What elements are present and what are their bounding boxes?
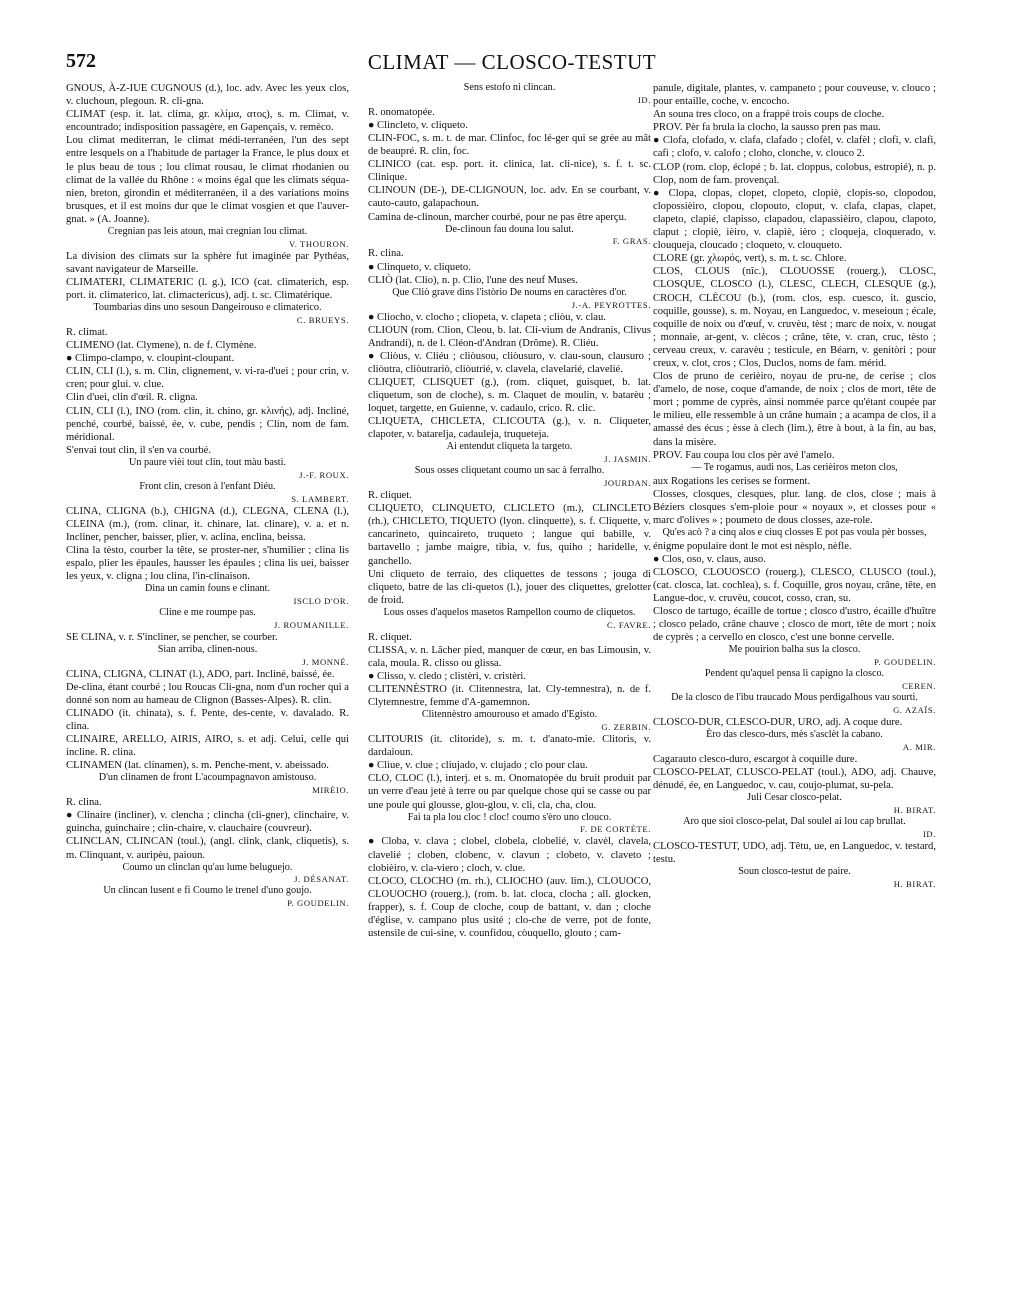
dictionary-entry: CLORE (gr. χλωρός, vert), s. m. t. sc. Chlore. <box>653 253 847 265</box>
dictionary-entry: CLISSA, v. n. Lâcher pied, manquer de cœur, en bas Limousin, v. cala, moula. R. clisso ou glissa. <box>368 644 651 669</box>
dictionary-entry: CLOP (rom. clop, éclopé ; b. lat. cloppus, colobus, estropié), n. p. Clop, nom de fam. provençal. <box>653 161 936 186</box>
quotation: Cline e me roumpe pas. <box>159 606 256 618</box>
dictionary-entry: CLINOUN (DE-), DE-CLIGNOUN, loc. adv. En se courbant, v. cauto-cauto, galapachoun. <box>368 185 651 210</box>
dictionary-entry: CLOS, CLOUS (nîc.), CLOUOSSE (rouerg.), CLOSC, CLOSQUE, CLOSCO (l.), CLESC, CLECH, CLESQUE (g.), CROCH, CLÈCOU (b.), (rom. clos, esp. cuesco, it. guscio, coquille, gousse), s. m. Noyau, en Languedoc, v. meseioun ; écale, coquille de noix ou d'œuf, v. cruvèu, tèst ; marc de noix, v. nougat ; monnaie, ar-gent, v. clècos ; crâne, tête, v. cran, cruc, tèsto ; cerveau creux, v. caravèu ; testicule, en Béarn, v. genitòri ; pour creux, v. clot, cros ; Clos, Duclos, noms de fam. mérid. <box>653 266 936 369</box>
quotation: Un clincan lusent e fi Coumo le trenel d'uno goujo. <box>103 885 312 897</box>
quotation: D'un clinamen de front L'acoumpagnavon amistouso. <box>98 772 317 784</box>
dictionary-entry: CLOSCO-TESTUT, UDO, adj. Têtu, ue, en Languedoc, v. testard, testu. <box>653 840 936 865</box>
quotation: Juli Cesar closco-pelat. <box>747 792 842 803</box>
dictionary-entry: R. onomatopée. <box>368 106 435 118</box>
dictionary-entry: CLIMAT (esp. it. lat. clima, gr. κλίμα, ατος), s. m. Climat, v. encountrado; indisposition passagère, en Gapençais, v. remèco. <box>66 109 349 134</box>
quotation-author: A. MIR. <box>902 741 936 752</box>
dictionary-entry: CLIN, CLI (l.), s. m. Clin, clignement, v. vi-ra-d'uei ; pour crin, v. cren; pour glui. v. clue. <box>66 366 349 391</box>
dictionary-entry: R. climat. <box>66 327 108 338</box>
quotation: Èro das clesco-durs, mès s'asclèt la cabano. <box>706 728 883 740</box>
dictionary-entry: S'envai tout clin, il s'en va courbé. <box>66 444 212 456</box>
quotation: Cregnian pas leis atoun, mai cregnian lou climat. <box>107 226 308 238</box>
quotation: — Te rogamus, audi nos, Las cerièiros meton clos, <box>691 461 898 473</box>
quotation: De-clinoun fau douna lou salut. <box>445 223 574 235</box>
dictionary-entry: ● Clos, oso, v. claus, auso. <box>653 553 766 565</box>
dictionary-entry: CLINAIRE, ARELLO, AIRIS, AIRO, s. et adj. Celui, celle qui incline. R. clina. <box>66 734 349 759</box>
quotation-author: CEREN. <box>902 681 936 692</box>
quotation: Coumo un clinclan qu'au lume beluguejo. <box>122 861 293 873</box>
column-left <box>66 82 349 1302</box>
dictionary-entry: CLINA, CLIGNA (b.), CHIGNA (d.), CLEGNA, CLENA (l.), CLEINA (m.), (rom. clinar, it. chinare, lat. clinare), v. a. et n. Incliner, pencher, baisser, plier, v. aclina, enclina, beissa. <box>66 505 349 543</box>
quotation: Qu'es acò ? a cinq alos e ciuq closses E pot pas voula pèr bosses, <box>662 526 927 538</box>
dictionary-entry: CLOSCO-DUR, CLESCO-DUR, URO, adj. A coque dure. <box>653 716 903 728</box>
dictionary-entry: ● Cliocho, v. clocho ; cliopeta, v. clapeta ; cliòu, v. clau. <box>368 311 606 323</box>
dictionary-entry: Closses, closques, clesques, plur. lang. de clos, close ; mais à Béziers closques s'em-ploie pour « noyaux », et closses pour « marc d'olives » ; poumeto de dous closses, aze-role. <box>653 488 936 526</box>
quotation: Fai ta pla lou cloc ! cloc! coumo s'èro uno clouco. <box>407 811 612 823</box>
quotation-author: G. AZAÏS. <box>893 704 936 715</box>
quotation-author: V. THOURON. <box>289 238 349 249</box>
column-right <box>653 82 936 1302</box>
quotation: De la closco de l'ibu traucado Mous perdigalhous vau sourti. <box>671 692 918 704</box>
quotation: Dina un camin founs e clinant. <box>144 583 271 595</box>
dictionary-entry: ● Cliòus, v. Cliéu ; cliòusou, cliòusuro, v. clau-soun, clausuro ; cliòutra, cliòutrariò, cliòutrié, v. clavela, clavelarié, clavelié. <box>368 350 651 375</box>
quotation: Toumbarias dins uno sesoun Dangeirouso e climaterico. <box>93 302 322 314</box>
dictionary-entry: SE CLINA, v. r. S'incliner, se pencher, se courber. <box>66 631 278 643</box>
dictionary-entry: Closco de tartugo, écaille de tortue ; closco d'ustro, écaille d'huître ; closco pelado, crâne chauve ; closco de mort, tête de mort ; noix de cyprès ; a cervello en closco, c'est une bonne cervelle. <box>653 606 936 644</box>
dictionary-entry: ● Clincleto, v. cliqueto. <box>368 119 468 131</box>
quotation-author: F. DE CORTÈTE. <box>580 824 651 835</box>
quotation-author: H. BIRAT. <box>893 804 936 815</box>
dictionary-entry: CLIQUETO, CLINQUETO, CLICLETO (m.), CLINCLETO (rh.), CHICLETO, TIQUETO (lyon. clinquette), s. f. Cliquette, v. cancarineto, quincaireto, truqueto ; langue qui babille, v. bartavello ; jambe maigre, tibia, v. fus, quiho ; haridelle, v. ganchello. <box>368 503 651 567</box>
quotation-author: J. MONNÉ. <box>302 656 349 667</box>
dictionary-entry: CLINADO (it. chinata), s. f. Pente, des-cente, v. davalado. R. clina. <box>66 707 349 732</box>
dictionary-entry: ● Cloba, v. clava ; clobel, clobela, clobelié, v. clavèl, clavela, clavelié ; cloben, clobenc, v. clavun ; clobeto, v. claveto ; clobièiro, v. cla-viero ; cloch, v. clue. <box>368 836 651 874</box>
dictionary-entry: CLINA, CLIGNA, CLINAT (l.), ADO, part. Incliné, baissé, ée. <box>66 668 335 680</box>
dictionary-entry: PROV. Fau coupa lou clos pèr avé l'amelo. <box>653 449 835 461</box>
dictionary-entry: ● Clisso, v. cledo ; clistèri, v. cristèri. <box>368 670 527 682</box>
dictionary-entry: CLOSCO, CLOUOSCO (rouerg.), CLESCO, CLUSCO (toul.), (cat. closca, lat. cochlea), s. f. Coquille, gros noyau, crâne, tête, en Langue-doc, v. cruvèu, coucot, cosso, cran, su. <box>653 566 936 605</box>
quotation-author: S. LAMBERT. <box>291 493 349 504</box>
dictionary-entry: CLO, CLOC (l.), interj. et s. m. Onomatopée du bruit produit par un verre d'eau jeté à terre ou par quelque chose qui se casse ou par une poule qui glousse, glou-glou, v. cli, cla, cha, clou. <box>368 773 651 811</box>
dictionary-entry: Lou climat mediterran, le climat médi-terranéen, l'un des sept entre lesquels on a l'habitude de partager la France, le plus doux et le plus beau de tous ; lou climat rousau, le climat rhodanien ou climat de la vallée du Rhône : « moins égal que les climats séqua-nien, breton, girondin et méditerranéen, il a des variations moins brusques, et il est moins dur que le climat vosgien et que l'auver-gnat. » (A. Joanne). <box>66 135 349 225</box>
dictionary-entry: An souna tres cloco, on a frappé trois coups de cloche. <box>653 109 885 121</box>
quotation-author: ISCLO D'OR. <box>293 595 349 606</box>
quotation-author: P. GOUDELIN. <box>874 657 936 668</box>
dictionary-entry: ● Clinqueto, v. cliqueto. <box>368 261 471 273</box>
quotation: Clitennèstro amourouso et amado d'Egisto. <box>421 709 598 721</box>
dictionary-entry: CLIMATERI, CLIMATERIC (l. g.), ICO (cat. climaterich, esp. port. it. climaterico, lat. climactericus), adj. t. sc. Climatérique. <box>66 277 349 302</box>
quotation-author: ID. <box>922 828 936 839</box>
dictionary-entry: ● Cliue, v. clue ; cliujado, v. clujado ; clo pour clau. <box>368 760 588 772</box>
dictionary-entry: CLOCO, CLOCHO (m. rh.), CLIOCHO (auv. lim.), CLOUOCO, CLOUOCHO (rouerg.), (rom. b. lat. cloca, clocha ; all. glocken, frapper), s. f. Coup de cloche, coup de battant, v. dan ; cloche d'église, v. campano plus usité ; clo-che de verre, pot de fonte, ustensile de cui-sine, v. counfidou, còuquello, glouto ; cam- <box>368 875 651 940</box>
dictionary-entry: CLIMENO (lat. Clymene), n. de f. Clymène. <box>66 340 257 352</box>
dictionary-entry: énigme populaire dont le mot est nèsplo, nèfle. <box>653 540 852 552</box>
quotation-author: C. BRUEYS. <box>296 315 349 325</box>
dictionary-entry: ● Clopa, clopas, clopet, clopeto, clopiè, clopis-so, clopodou, clopossièiro, clopou, clopouto, cloput, v. clafa, clapas, clapet, clapeto, clapié, clapisso, clapadou, clapassièiro, clapou, clapoto, claput ; clopiè, ièiro, v. clapiè, ièro ; cloqueja, cloquerado, v. clouqueja, cloucado ; cloqueto, v. clouqueto. <box>653 187 936 252</box>
dictionary-entry: R. clina. <box>66 797 102 809</box>
dictionary-entry: CLIQUET, CLISQUET (g.), (rom. cliquet, guisquet, b. lat. cliquetum, son de cloche), s. m. Claquet de moulin, v. batarèu ; loquet, targette, en Guienne, v. cadaulo, crico. R. clic. <box>368 376 651 415</box>
dictionary-entry: Clin d'uei, clin d'œil. R. cligna. <box>66 392 198 404</box>
dictionary-entry: ● Climpo-clampo, v. cloupint-cloupant. <box>66 353 235 365</box>
dictionary-entry: CLITENNÈSTRO (it. Clitennestra, lat. Cly-temnestra), n. de f. Clytemnestre, femme d'A-gamemnon. <box>368 684 651 709</box>
dictionary-entry: CLIOUN (rom. Clion, Cleou, b. lat. Cli-vium de Andranis, Clivus Andrandi), n. de l. Cléon-d'Andran (Drôme). R. Cliéu. <box>368 324 651 349</box>
quotation: Sian arriba, clinen-nous. <box>157 643 258 655</box>
dictionary-entry: CLINCLAN, CLINCAN (toul.), (angl. clink, clank, cliquetis), s. m. Clinquant, v. auripèu, paioun. <box>66 836 349 861</box>
dictionary-entry: Camina de-clinoun, marcher courbé, pour ne pas être aperçu. <box>368 211 627 223</box>
quotation: Un paure vièi tout clin, tout màu basti. <box>128 456 287 468</box>
dictionary-entry: CLITOURIS (it. clitoride), s. m. t. d'anato-mie. Clitoris, v. dardaioun. <box>368 734 651 759</box>
dictionary-entry: CLIN-FOC, s. m. t. de mar. Clinfoc, foc lé-ger qui se grée au mât de beaupré. R. clin, foc. <box>368 132 651 158</box>
quotation-author: C. FAVRE. <box>606 619 651 630</box>
quotation-author: J.-A. PEYROTTES. <box>571 299 651 310</box>
quotation: Front clin, creson à l'enfant Diéu. <box>139 480 276 492</box>
quotation-author: J. DÉSANAT. <box>294 874 349 885</box>
dictionary-entry: Uni cliqueto de terraio, des cliquettes de tessons ; jouga di cliqueto, batre de las cli-quetos (l.), jouer des cliquettes, grelotter de froid. <box>368 568 651 606</box>
quotation-author: H. BIRAT. <box>893 878 936 889</box>
column-middle <box>368 82 651 1302</box>
quotation-author: F. GRAS. <box>612 236 651 247</box>
dictionary-entry: ● Clofa, clofado, v. clafa, clafado ; clofèl, v. clafèl ; clofi, v. clafi, cafi ; clofo, v. calofo ; cloho, clonche, v. clouco 2. <box>653 135 936 160</box>
dictionary-entry: CLOSCO-PELAT, CLUSCO-PELAT (toul.), ADO, adj. Chauve, dénudé, ée, en Languedoc, v. cau, coujo-plumat, su-pela. <box>653 766 936 791</box>
quotation-author: P. GOUDELIN. <box>287 898 349 909</box>
dictionary-entry: GNOUS, À-Z-IUE CUGNOUS (d.), loc. adv. Avec les yeux clos, v. cluchoun, plegoun. R. cli-gna. <box>66 83 349 108</box>
quotation-author: J.-F. ROUX. <box>299 469 349 480</box>
quotation-author: J. ROUMANILLE. <box>274 619 349 630</box>
quotation-author: J. JASMIN. <box>604 454 651 465</box>
dictionary-entry: Clina la tèsto, courber la tête, se proster-ner, s'humilier ; clina lis espalo, plier les épaules, hausser les épaules ; clina lis uei, baisser les yeux, v. cligna ; lou clina, l'in-clinaison. <box>66 544 349 582</box>
dictionary-entry: Clos de pruno de cerièiro, noyau de pru-ne, de cerise ; clos d'amelo, de nose, coque d'amande, de noix ; clos de mort, tête de mort ; pomme de cyprès, ainsi nommée parce qu'étant coupée par le milieu, elle ressemble à un crâne humain ; a acampa de clos, il a amassé des écus ; èsse à clech (lim.), être à bout, à la fin, au bas, dans la misère. <box>653 371 936 448</box>
quotation: Lous osses d'aquelos masetos Rampellon coumo de cliquetos. <box>383 606 636 618</box>
dictionary-entry: PROV. Pèr fa brula la clocho, la sausso pren pas mau. <box>653 122 881 134</box>
quotation: Aro que sioi closco-pelat, Dal soulel ai lou cap brullat. <box>683 815 906 827</box>
quotation: Me pouirion balha sus la closco. <box>728 644 861 656</box>
dictionary-entry: aux Rogations les cerises se forment. <box>653 475 811 487</box>
dictionary-entry: CLIÒ (lat. Clio), n. p. Clio, l'une des neuf Muses. <box>368 274 578 286</box>
quotation: Que Cliò grave dins l'istòrio De noums en caractères d'or. <box>392 286 627 298</box>
dictionary-entry: CLIN, CLI (l.), INO (rom. clin, it. chino, gr. κλινής), adj. Incliné, penché, courbé, baissé, ée, v. cube, pendis ; Clin, nom de fam. méridional. <box>66 405 349 443</box>
quotation: Ai entendut cliqueta la targeto. <box>446 441 573 453</box>
page-number: 572 <box>66 50 96 72</box>
dictionary-entry: De-clina, étant courbé ; lou Roucas Cli-gna, nom d'un rocher qui a donné son nom au hameau de Clignon (Basses-Alpes). R. clin. <box>66 681 349 706</box>
quotation: Sous osses cliquetant coumo un sac à ferralho. <box>414 465 605 477</box>
quotation: Sens estofo ni clincan. <box>463 82 556 93</box>
dictionary-entry: CLINICO (cat. esp. port. it. clinica, lat. cli-nice), s. f. t. sc. Clinique. <box>368 159 651 184</box>
dictionary-entry: ● Clinaire (incliner), v. clencha ; clincha (cli-gner), clinchaire, v. guincha, guinchaire ; clin-chaire, v. clauchaire (couvreur). <box>66 810 349 835</box>
dictionary-entry: Cagarauto clesco-duro, escargot à coquille dure. <box>653 753 858 765</box>
quotation: Soun closco-testut de paire. <box>738 865 851 877</box>
dictionary-entry: R. cliquet. <box>368 490 412 502</box>
page-title: CLIMAT — CLOSCO-TESTUT <box>367 50 657 74</box>
dictionary-entry: La division des climats sur la sphère fut imaginée par Pythéas, savant navigateur de Marseille. <box>66 250 349 275</box>
dictionary-entry: panule, digitale, plantes, v. campaneto ; pour couveuse, v. clouco ; pour entaille, coche, v. encocho. <box>653 83 936 108</box>
quotation-author: ID. <box>637 94 651 105</box>
dictionary-entry: R. cliquet. <box>368 631 412 643</box>
dictionary-entry: CLIQUETA, CHICLETA, CLICOUTA (g.), v. n. Cliqueter, clapoter, v. batarelja, cadauleja, truqueteja. <box>368 416 651 441</box>
dictionary-entry: R. clina. <box>368 248 404 260</box>
quotation-author: G. ZERBIN. <box>601 722 651 733</box>
quotation-author: MIRÈIO. <box>312 785 349 796</box>
dictionary-entry: CLINAMEN (lat. clinamen), s. m. Penche-ment, v. abeissado. <box>66 760 329 772</box>
quotation: Pendent qu'aquel pensa li capigno la closco. <box>704 668 885 680</box>
quotation-author: JOURDAN. <box>603 478 651 489</box>
